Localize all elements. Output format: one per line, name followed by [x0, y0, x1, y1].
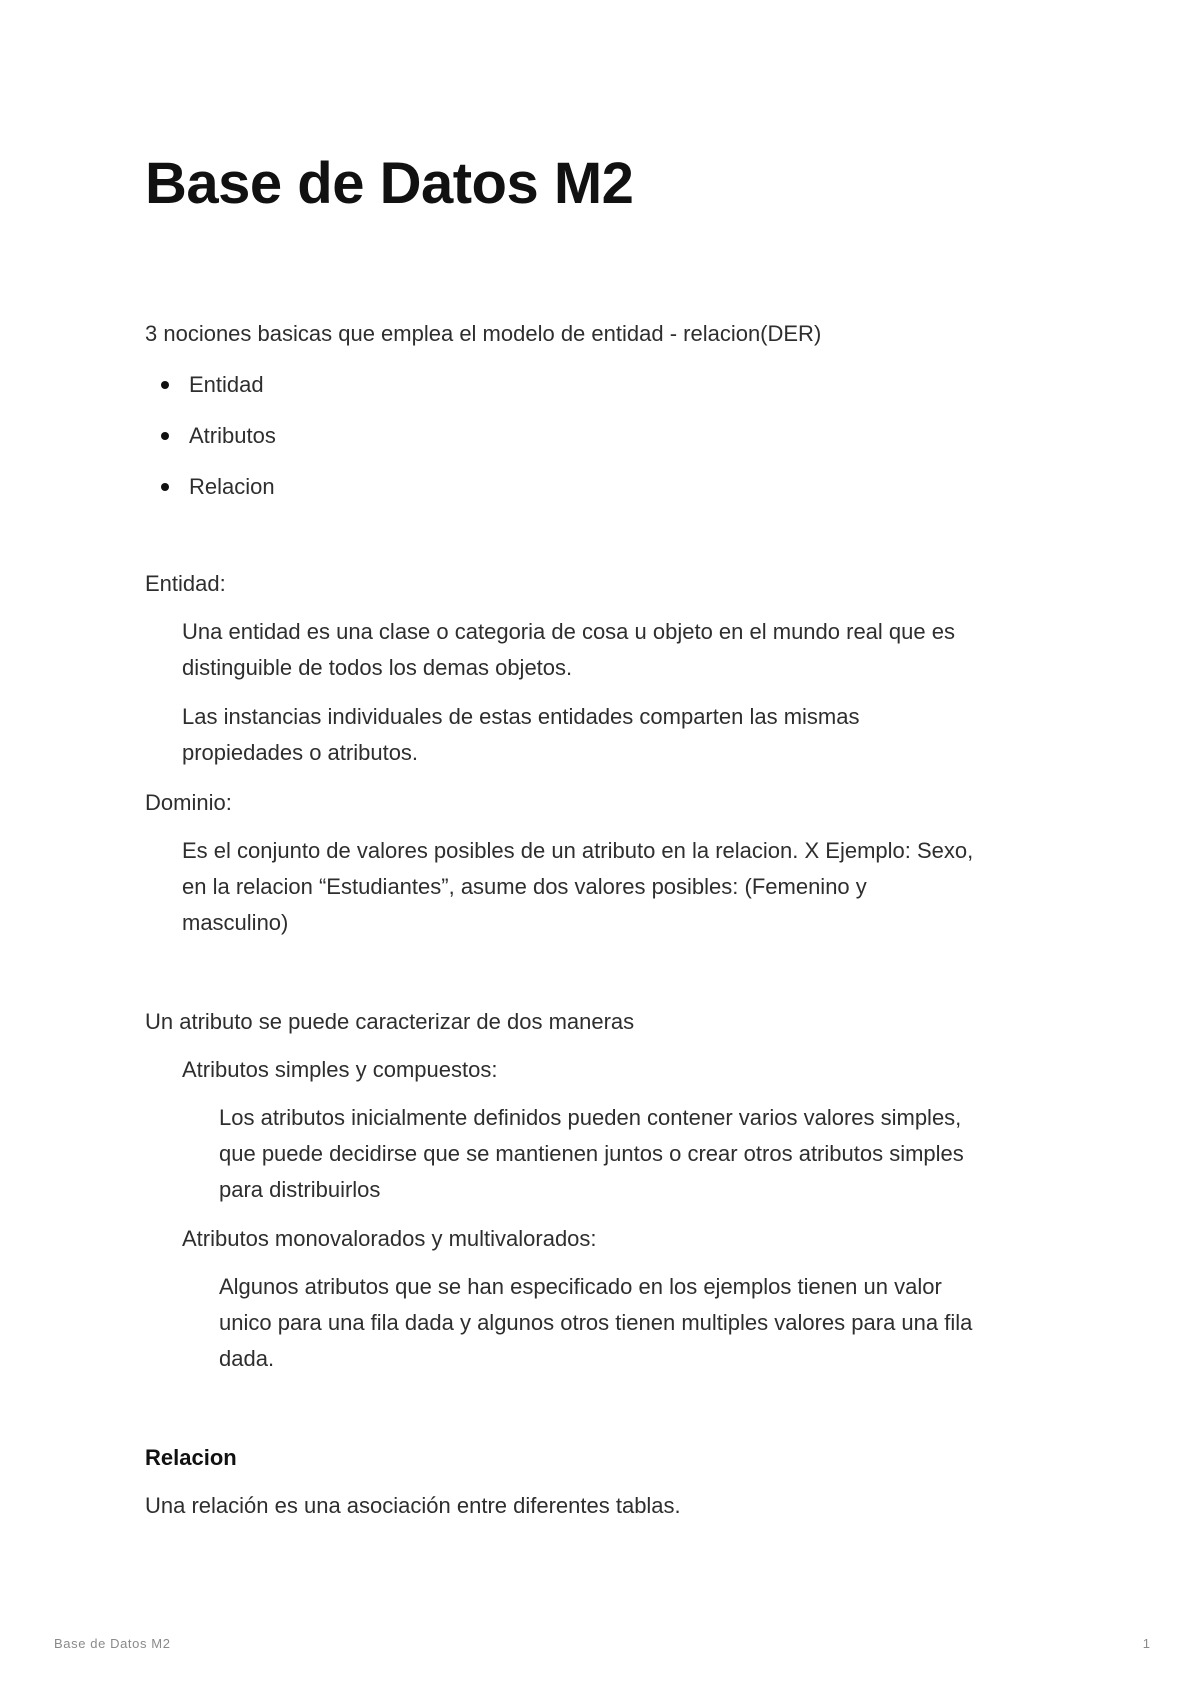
dominio-line1: Es el conjunto de valores posibles de un atributo en la relacion. X Ejemplo: Sexo, [182, 838, 974, 863]
bullet-icon [161, 381, 169, 389]
page-title: Base de Datos M2 [145, 151, 634, 216]
atributo-intro: Un atributo se puede caracterizar de dos maneras [145, 1009, 635, 1034]
list-item [145, 418, 276, 469]
entidad-para1-line1: Una entidad es una clase o categoria de cosa u objeto en el mundo real que es [182, 619, 955, 644]
atributo-mono-line2: unico para una fila dada y algunos otros tienen multiples valores para una fila [219, 1310, 973, 1335]
atributo-simples-label: Atributos simples y compuestos: [182, 1057, 498, 1082]
dominio-line3: masculino) [182, 910, 289, 935]
atributo-mono-label: Atributos monovalorados y multivalorados: [182, 1226, 597, 1251]
dominio-line2: en la relacion “Estudiantes”, asume dos valores posibles: (Femenino y [182, 874, 867, 899]
atributo-simples-line1: Los atributos inicialmente definidos pueden contener varios valores simples, [219, 1105, 962, 1130]
entidad-para2-line1: Las instancias individuales de estas entidades comparten las mismas [182, 704, 860, 729]
list-item [145, 367, 276, 418]
atributo-simples-line3: para distribuirlos [219, 1177, 381, 1202]
atributo-mono-line1: Algunos atributos que se han especificado en los ejemplos tienen un valor [219, 1274, 942, 1299]
intro-text: 3 nociones basicas que emplea el modelo de entidad - relacion(DER) [145, 321, 822, 346]
bullet-icon [161, 432, 169, 440]
footer-page-number: 1 [1142, 1636, 1150, 1651]
entidad-label: Entidad: [145, 571, 226, 596]
list-item-label: Relacion [189, 474, 275, 499]
entidad-para1-line2: distinguible de todos los demas objetos. [182, 655, 573, 680]
notions-list [145, 367, 276, 520]
entidad-para2-line2: propiedades o atributos. [182, 740, 419, 765]
bullet-icon [161, 483, 169, 491]
dominio-label: Dominio: [145, 790, 232, 815]
list-item [145, 469, 276, 520]
relacion-heading: Relacion [145, 1445, 237, 1470]
atributo-simples-line2: que puede decidirse que se mantienen juntos o crear otros atributos simples [219, 1141, 964, 1166]
atributo-mono-line3: dada. [219, 1346, 275, 1371]
list-item-label: Entidad [189, 372, 264, 397]
list-item-label: Atributos [189, 423, 276, 448]
footer-doc-name: Base de Datos M2 [54, 1636, 171, 1651]
relacion-text: Una relación es una asociación entre diferentes tablas. [145, 1493, 681, 1518]
